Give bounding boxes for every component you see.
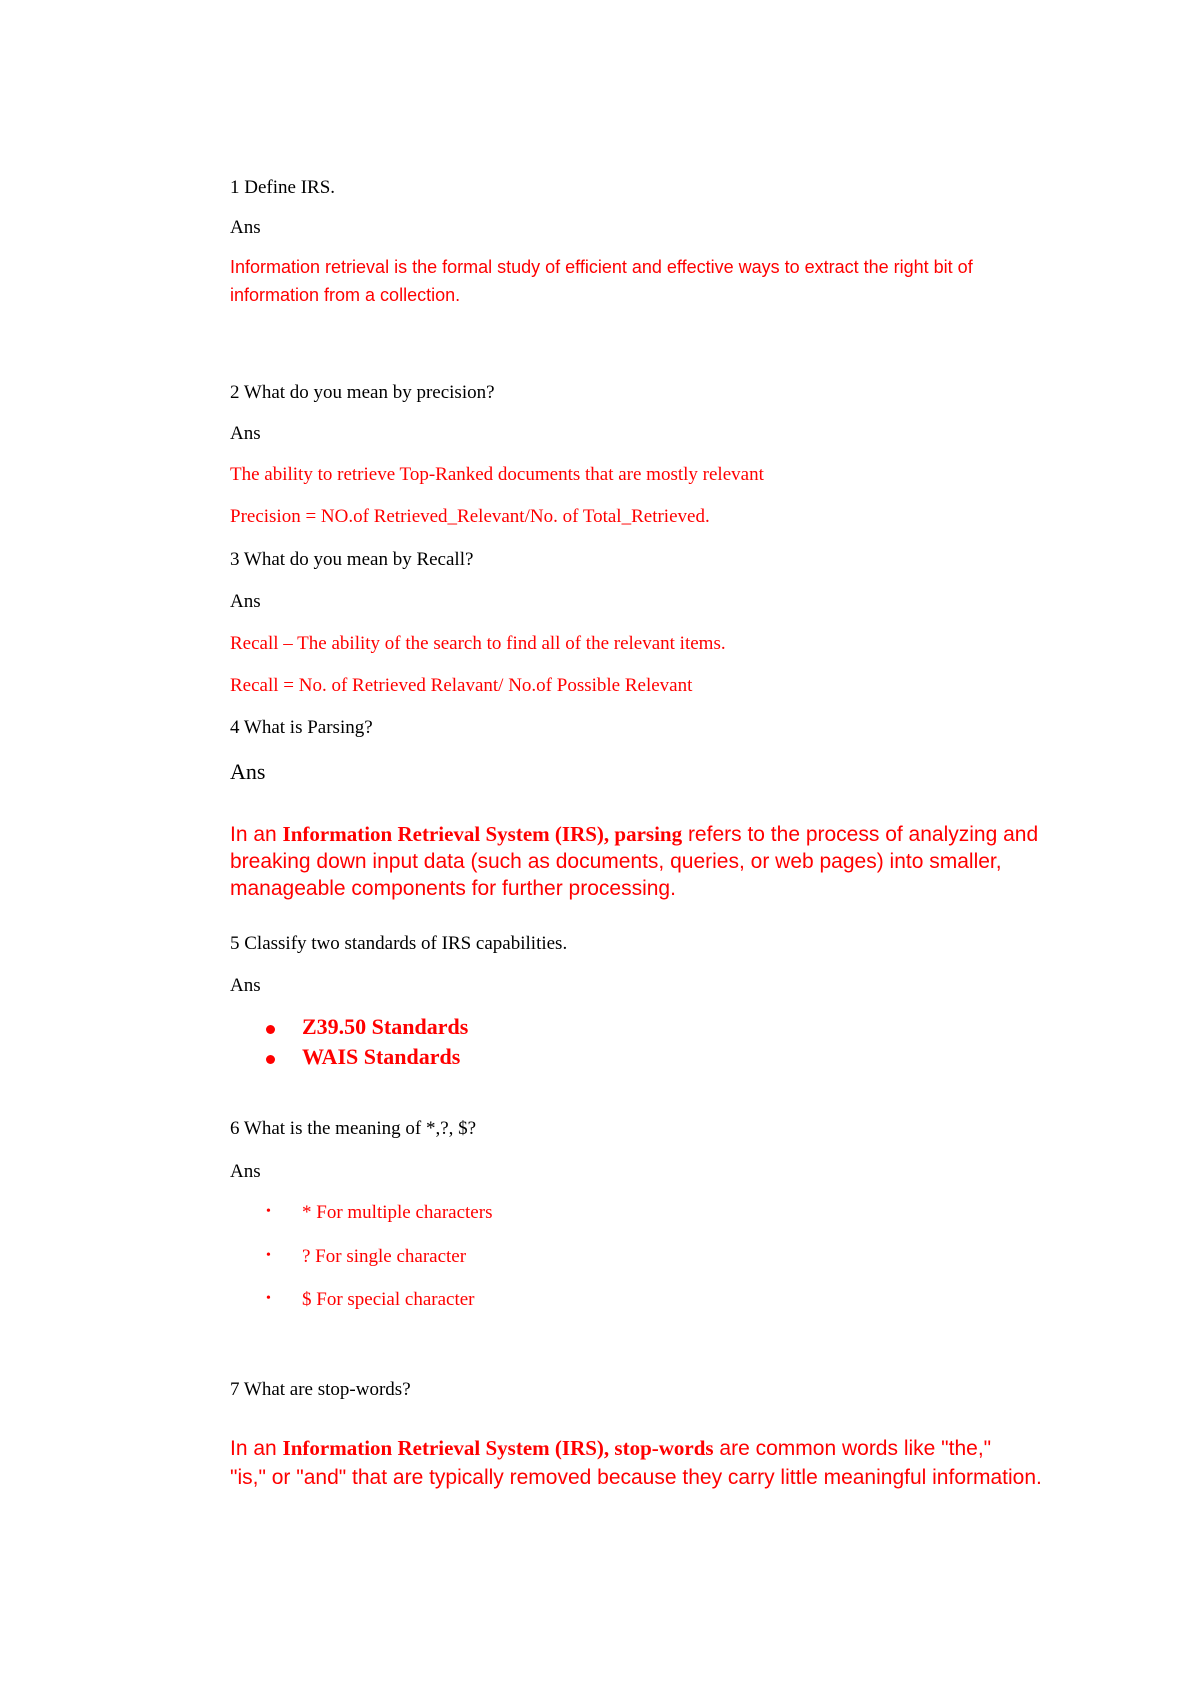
answer-4-bold-term: Information Retrieval System (IRS), parsing — [282, 822, 683, 846]
bullet-icon: • — [266, 1204, 271, 1219]
answer-4-prefix: In an — [230, 823, 283, 846]
answer-7-rest: are common words like "the," — [713, 1437, 992, 1460]
bullet-icon: • — [266, 1248, 271, 1263]
answer-2-line-1: The ability to retrieve Top-Ranked documents that are mostly relevant — [230, 464, 764, 485]
answer-7-line-2: "is," or "and" that are typically removed because they carry little meaningful information. — [230, 1466, 1042, 1489]
answer-4-line-1 — [230, 824, 1038, 845]
wildcard-item-3: $ For special character — [302, 1289, 475, 1310]
answer-3-line-2: Recall = No. of Retrieved Relavant/ No.of Possible Relevant — [230, 675, 693, 696]
answer-7-bold-term: Information Retrieval System (IRS), stop-words — [282, 1436, 714, 1460]
question-5: 5 Classify two standards of IRS capabilities. — [230, 933, 568, 954]
standard-item-1: Z39.50 Standards — [302, 1014, 469, 1039]
ans-label-6: Ans — [230, 1161, 261, 1182]
question-1: 1 Define IRS. — [230, 177, 336, 198]
bullet-icon: • — [266, 1291, 271, 1306]
question-3: 3 What do you mean by Recall? — [230, 549, 474, 570]
answer-3-line-1: Recall – The ability of the search to find all of the relevant items. — [230, 633, 726, 654]
answer-4-line-3: manageable components for further processing. — [230, 877, 676, 900]
bullet-icon — [266, 1055, 275, 1064]
answer-4-rest: refers to the process of analyzing and — [682, 823, 1039, 846]
standard-item-2: WAIS Standards — [302, 1044, 461, 1069]
question-6: 6 What is the meaning of *,?, $? — [230, 1118, 477, 1139]
ans-label-4: Ans — [230, 759, 266, 784]
answer-1-line-1: Information retrieval is the formal study of efficient and effective ways to extract the right bit of — [230, 257, 973, 277]
answer-4-line-2: breaking down input data (such as documents, queries, or web pages) into smaller, — [230, 850, 1002, 873]
question-7: 7 What are stop-words? — [230, 1379, 411, 1400]
answer-7-line-1 — [230, 1438, 991, 1459]
wildcard-item-1: * For multiple characters — [302, 1202, 493, 1223]
question-2: 2 What do you mean by precision? — [230, 382, 495, 403]
answer-7-prefix: In an — [230, 1437, 283, 1460]
question-4: 4 What is Parsing? — [230, 717, 373, 738]
ans-label-2: Ans — [230, 423, 261, 444]
wildcard-item-2: ? For single character — [302, 1246, 467, 1267]
ans-label-5: Ans — [230, 975, 261, 996]
ans-label-1: Ans — [230, 217, 261, 238]
answer-2-line-2: Precision = NO.of Retrieved_Relevant/No. of Total_Retrieved. — [230, 506, 710, 527]
ans-label-3: Ans — [230, 591, 261, 612]
answer-1-line-2: information from a collection. — [230, 285, 461, 305]
bullet-icon — [266, 1025, 275, 1034]
